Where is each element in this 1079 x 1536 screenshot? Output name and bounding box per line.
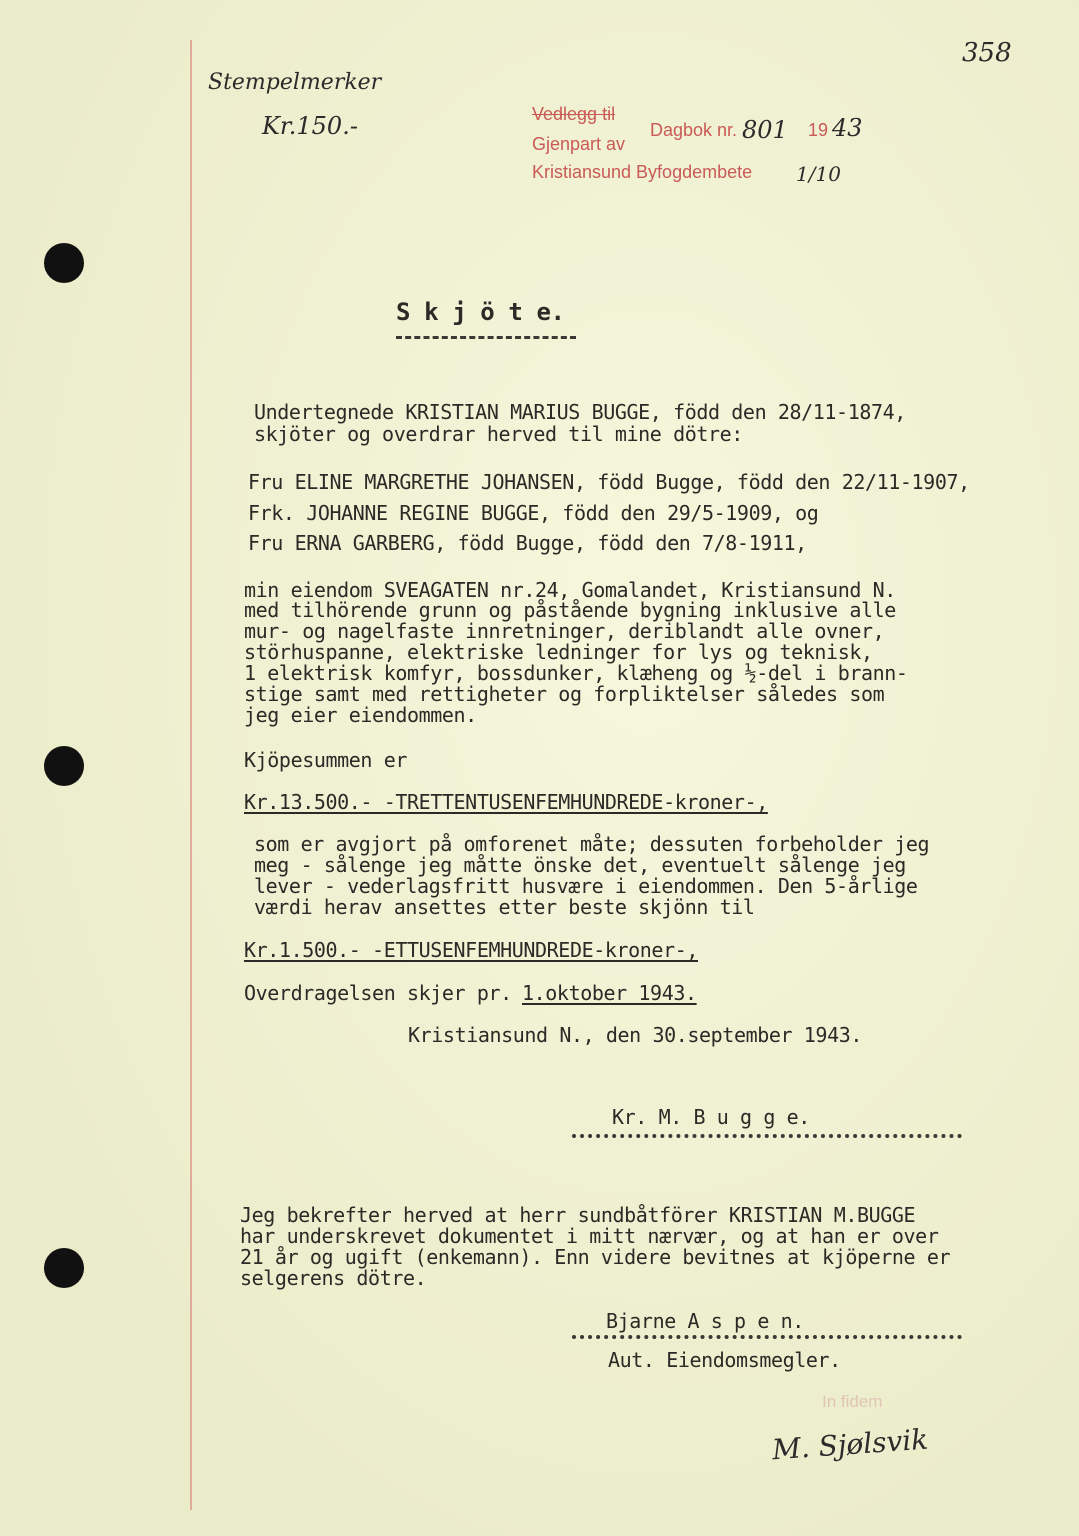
punch-hole-middle	[44, 746, 84, 786]
stamp-dagbok-number: 801	[742, 116, 788, 144]
reservation-line: meg - sålenge jeg måtte önske det, eventuelt sålenge jeg	[254, 853, 906, 877]
property-line: min eiendom SVEAGATEN nr.24, Gomalandet, Kristiansund N.	[244, 578, 896, 602]
purchase-price: Kr.13.500.- -TRETTENTUSENFEMHUNDREDE-kroner-,	[244, 790, 768, 814]
property-line: med tilhörende grunn og påstående bygning inklusive alle	[244, 598, 896, 622]
document-title: S k j ö t e.	[396, 298, 565, 326]
title-rule	[396, 336, 576, 339]
punch-hole-bottom	[44, 1248, 84, 1288]
page-number: 358	[962, 38, 1012, 68]
buyer-3: Fru ERNA GARBERG, född Bugge, född den 7/8-1911,	[248, 531, 807, 555]
buyer-1: Fru ELINE MARGRETHE JOHANSEN, född Bugge, född den 22/11-1907,	[248, 470, 970, 494]
price-intro: Kjöpesummen er	[244, 748, 407, 772]
property-line: 1 elektrisk komfyr, bossdunker, klæheng og ½-del i brann-	[244, 661, 908, 685]
stamp-date-fraction: 1/10	[796, 162, 841, 186]
seller-signature: Kr. M. B u g g e.	[612, 1105, 810, 1129]
stamp-year-suffix: 43	[832, 114, 863, 142]
property-line: mur- og nagelfaste innretninger, deriblandt alle ovner,	[244, 619, 885, 643]
stamp-office: Kristiansund Byfogdembete	[532, 162, 753, 182]
broker-signature-rule	[572, 1335, 962, 1339]
red-margin-line	[190, 40, 192, 1510]
property-line: stige samt med rettigheter og forpliktelser således som	[244, 682, 885, 706]
stamp-gjenpart: Gjenpart av	[532, 134, 626, 154]
margin-note-amount: Kr.150.-	[262, 112, 358, 140]
witness-line: har underskrevet dokumentet i mitt nærvær, og at han er over	[240, 1224, 939, 1248]
reservation-line: som er avgjort på omforenet måte; dessuten forbeholder jeg	[254, 832, 930, 856]
transfer-label: Overdragelsen skjer pr.	[244, 981, 512, 1005]
witness-line: 21 år og ugift (enkemann). Enn videre bevitnes at kjöperne er	[240, 1245, 951, 1269]
residence-value: Kr.1.500.- -ETTUSENFEMHUNDREDE-kroner-,	[244, 938, 698, 962]
seller-signature-rule	[572, 1134, 962, 1138]
witness-line: selgerens dötre.	[240, 1266, 427, 1290]
stamp-year-prefix: 19	[808, 120, 829, 140]
official-signature: M. Sjølsvik	[771, 1422, 930, 1467]
intro-line-2: skjöter og overdrar herved til mine dötre:	[254, 422, 743, 446]
broker-title: Aut. Eiendomsmegler.	[608, 1348, 841, 1372]
place-and-date: Kristiansund N., den 30.september 1943.	[408, 1023, 862, 1047]
margin-note-stamp: Stempelmerker	[208, 70, 382, 95]
faint-stamp: In fidem	[822, 1392, 883, 1411]
witness-line: Jeg bekrefter herved at herr sundbåtförer KRISTIAN M.BUGGE	[240, 1203, 916, 1227]
stamp-dagbok-label: Dagbok nr.	[650, 120, 738, 140]
stamp-crossed-out: Vedlegg til	[532, 104, 616, 124]
reservation-line: lever - vederlagsfritt husvære i eiendommen. Den 5-årlige	[254, 874, 918, 898]
buyer-2: Frk. JOHANNE REGINE BUGGE, född den 29/5-1909, og	[248, 501, 819, 525]
property-line: jeg eier eiendommen.	[244, 703, 477, 727]
punch-hole-top	[44, 243, 84, 283]
intro-line-1: Undertegnede KRISTIAN MARIUS BUGGE, född den 28/11-1874,	[254, 400, 906, 424]
transfer-date: 1.oktober 1943.	[522, 981, 697, 1005]
property-line: störhuspanne, elektriske ledninger for lys og teknisk,	[244, 640, 873, 664]
reservation-line: værdi herav ansettes etter beste skjönn til	[254, 895, 755, 919]
broker-signature: Bjarne A s p e n.	[606, 1309, 804, 1333]
